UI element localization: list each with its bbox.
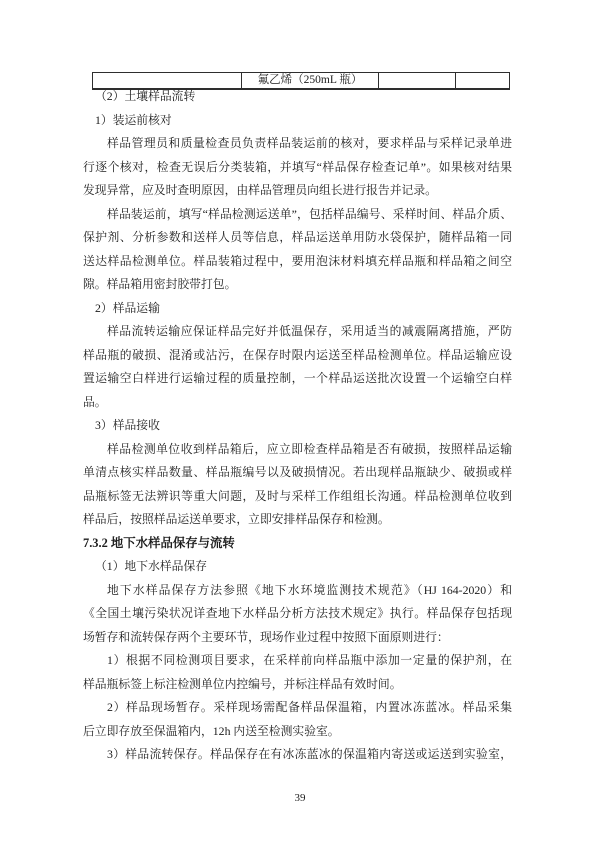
text-line: 置运输空白样进行运输过程的质量控制，一个样品运送批次设置一个运输空白样 <box>83 371 512 385</box>
text-line: 送达样品检测单位。样品装箱过程中，要用泡沫材料填充样品瓶和样品箱之间空 <box>83 253 512 268</box>
text-line: 3）样品接收 <box>95 418 160 432</box>
text-line: 样品瓶标签上标注检测单位内控编号，并标注样品有效时间。 <box>83 676 402 691</box>
document-body <box>83 85 512 767</box>
text-line: 3）样品流转保存。样品保存在有冰冻蓝冰的保温箱内寄送或运送到实验室， <box>107 747 512 761</box>
text-line: 品。 <box>83 394 107 409</box>
text-line: 保护剂、分析参数和送样人员等信息，样品运送单用防水袋保护，随样品箱一同 <box>83 230 512 244</box>
text-line: 样品瓶的破损、混淆或沾污，在保存时限内运送至样品检测单位。样品运输应设 <box>83 347 512 362</box>
section-heading: 7.3.2 地下水样品保存与流转 <box>83 535 235 550</box>
text-line: 1）装运前核对 <box>95 112 172 127</box>
text-line: 样品检测单位收到样品箱后，应立即检查样品箱是否有破损，按照样品运输 <box>107 441 512 456</box>
text-line: 样品后，按照样品运送单要求，立即安排样品保存和检测。 <box>83 512 390 526</box>
text-line: （1）地下水样品保存 <box>95 559 208 573</box>
text-line: 隙。样品箱用密封胶带打包。 <box>83 277 237 291</box>
text-line: （2）土壤样品流转 <box>95 89 196 103</box>
text-line: 单清点核实样品数量、样品瓶编号以及破损情况。若出现样品瓶缺少、破损或样 <box>83 465 512 479</box>
text-line: 品瓶标签无法辨识等重大问题，及时与采样工作组组长沟通。样品检测单位收到 <box>83 488 512 503</box>
table-cell: 氟乙烯（250mL 瓶） <box>241 73 378 88</box>
text-line: 发现异常，应及时查明原因，由样品管理员向组长进行报告并记录。 <box>83 183 437 197</box>
text-line: 地下水样品保存方法参照《地下水环境监测技术规范》（HJ 164-2020）和 <box>107 582 512 597</box>
text-line: 样品流转运输应保证样品完好并低温保存，采用适当的减震隔离措施，严防 <box>107 324 512 338</box>
text-line: 行逐个核对，检查无误后分类装箱，并填写“样品保存检查记单”。如果核对结果 <box>83 159 512 174</box>
text-line: 样品管理员和质量检查员负责样品装运前的核对，要求样品与采样记录单进 <box>107 136 512 150</box>
text-line: 《全国土壤污染状况详查地下水样品分析方法技术规定》执行。样品保存包括现 <box>83 606 512 620</box>
text-line: 1）根据不同检测项目要求，在采样前向样品瓶中添加一定量的保护剂，在 <box>107 653 512 667</box>
text-line: 样品装运前，填写“样品检测运送单”，包括样品编号、采样时间、样品介质、 <box>107 206 512 221</box>
text-line: 场暂存和流转保存两个主要环节，现场作业过程中按照下面原则进行： <box>83 629 449 644</box>
text-line: 后立即存放至保温箱内，12h 内送至检测实验室。 <box>83 723 340 738</box>
text-line: 2）样品运输 <box>95 300 160 315</box>
text-line: 2）样品现场暂存。采样现场需配备样品保温箱，内置冰冻蓝冰。样品采集 <box>107 700 512 714</box>
page-number: 39 <box>294 792 306 804</box>
